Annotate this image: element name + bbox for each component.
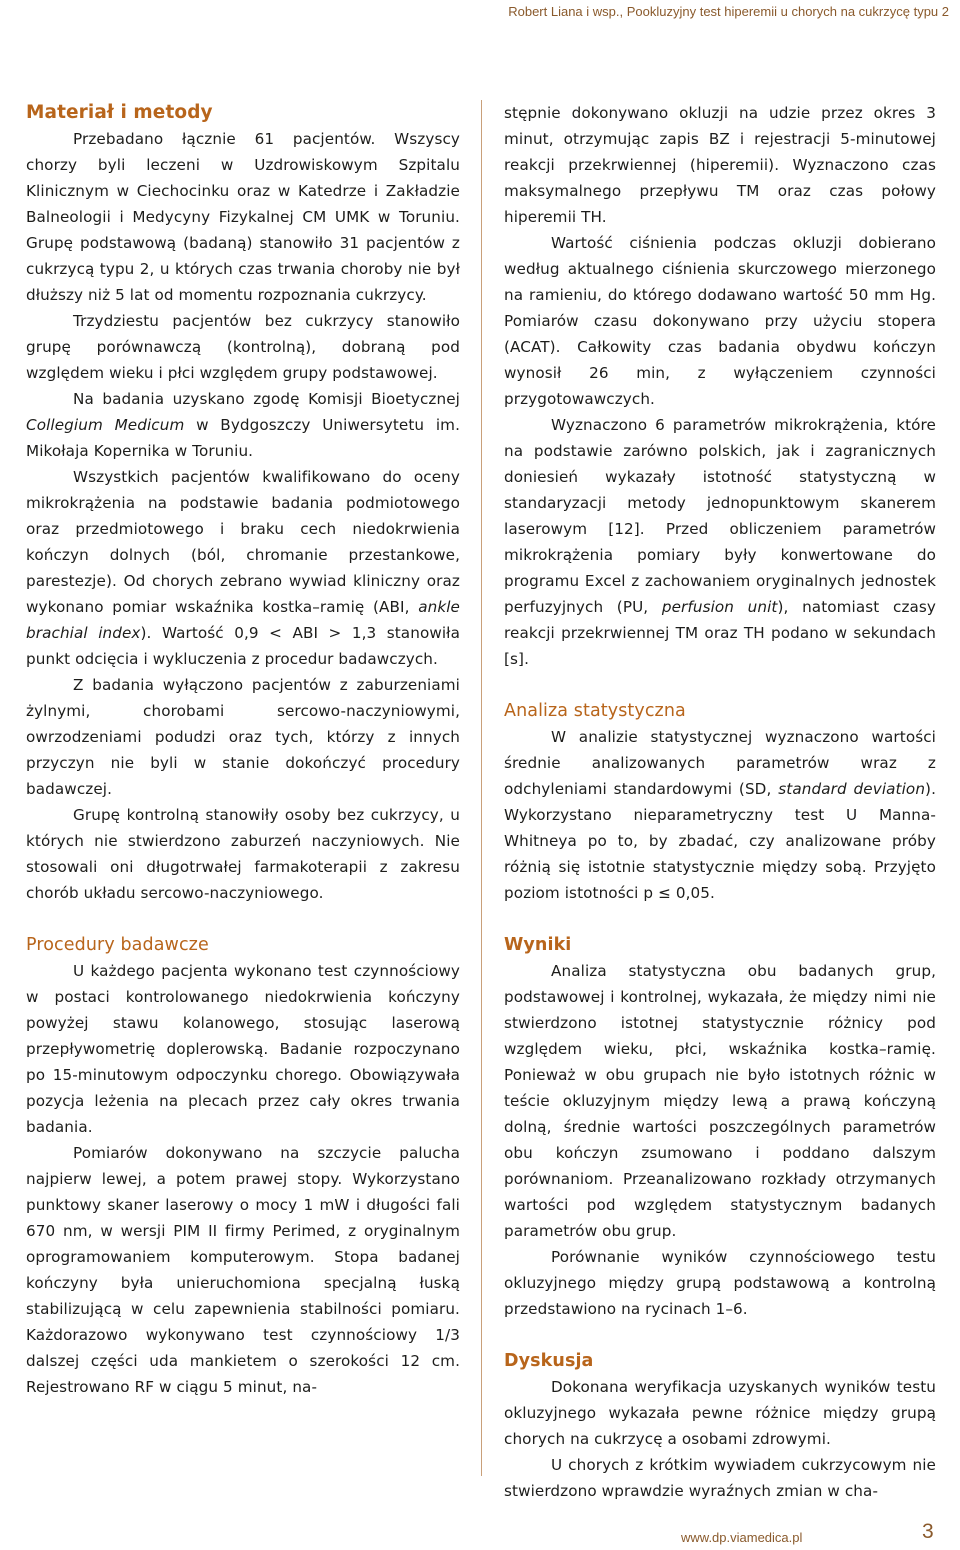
running-head-title: Pookluzyjny test hiperemii u chorych na cukrzycę typu 2 [626, 4, 949, 19]
heading-materials-methods: Materiał i metody [26, 102, 213, 123]
footer-url: www.dp.viamedica.pl [681, 1530, 803, 1545]
paragraph: Analiza statystyczna obu badanych grup, podstawowej i kontrolnej, wykazała, że między nimi nie stwierdzono istotnej statystycznie różnicy pod względem wieku, płci, wskaźnika kostka–ramię. Ponieważ w obu grupach nie było istotnych różnic w teście okluzyjnym między lewą a prawą kończyną dolną, średnie wartości poszczególnych parametrów obu kończyn zsumowano i poddano dalszym porównaniom. Przeanalizowano rozkłady otrzymanych wartości pod względem statystycznym badanych parametrów obu grup. [504, 962, 936, 1240]
heading-procedures: Procedury badawcze [26, 935, 209, 955]
spacer [26, 906, 460, 932]
running-head-authors: Robert Liana i wsp. [508, 4, 620, 19]
heading-statistics: Analiza statystyczna [504, 701, 686, 721]
italic-term: perfusion unit [661, 598, 778, 616]
text-run: ), natomiast czasy reakcji przekrwiennej TM oraz TH podano w sekundach [s]. [504, 598, 937, 668]
spacer [504, 1322, 936, 1348]
paragraph: U każdego pacjenta wykonano test czynnościowy w postaci kontrolowanego niedokrwienia kończyny powyżej stawu kolanowego, stosując laserową przepływometrię doplerowską. Badanie rozpoczynano po 15-minutowym odpoczynku chorego. Obowiązywała pozycja leżenia na plecach przez cały okres trwania badania. [26, 962, 460, 1136]
text-run: Wyznaczono 6 parametrów mikrokrążenia, które na podstawie zarówno polskich, jak i zagranicznych doniesień wykazały istotność statystyczną w standaryzacji metody jednopunktowym skanerem laserowym [12]. Przed obliczeniem parametrów mikrokrążenia pomiary były konwertowane do programu Excel z zachowaniem oryginalnych jednostek perfuzyjnych (PU, [504, 416, 936, 616]
right-column [504, 100, 936, 1550]
text-run: ). Wykorzystano nieparametryczny test U Manna-Whitneya po to, by zbadać, czy analizowane próby różnią się istotnie statystycznie między sobą. Przyjęto poziom istotności p ≤ 0,05. [504, 780, 936, 902]
paragraph [26, 386, 460, 464]
paragraph: Trzydziestu pacjentów bez cukrzycy stanowiło grupę porównawczą (kontrolną), dobraną pod względem wieku i płci względem grupy podstawowej. [26, 312, 460, 382]
spacer [504, 906, 936, 932]
spacer [504, 672, 936, 698]
paragraph: U chorych z krótkim wywiadem cukrzycowym nie stwierdzono wprawdzie wyraźnych zmian w cha- [504, 1456, 936, 1500]
running-head-separator: , [619, 4, 627, 19]
page-number: 3 [922, 1520, 934, 1543]
running-head [508, 4, 949, 19]
paragraph: Z badania wyłączono pacjentów z zaburzeniami żylnymi, chorobami sercowo-naczyniowymi, owrzodzeniami podudzi oraz tych, którzy z innych przyczyn nie byli w stanie dokończyć procedury badawczej. [26, 676, 460, 798]
heading-results: Wyniki [504, 935, 572, 955]
italic-term: ankle brachial index [26, 598, 460, 642]
paragraph: Porównanie wyników czynnościowego testu okluzyjnego między grupą podstawową a kontrolną przedstawiono na rycinach 1–6. [504, 1248, 936, 1318]
paragraph: Grupę kontrolną stanowiły osoby bez cukrzycy, u których nie stwierdzono zaburzeń naczyniowych. Nie stosowali oni długotrwałej farmakoterapii z zakresu chorób układu sercowo-naczyniowego. [26, 806, 460, 902]
paragraph: stępnie dokonywano okluzji na udzie przez okres 3 minut, otrzymując zapis BZ i rejestracji 5-minutowej reakcji przekrwiennej (hiperemii). Wyznaczono czas maksymalnego przepływu TM oraz czas połowy hiperemii TH. [504, 104, 936, 226]
text-run: ). Wartość 0,9 < ABI > 1,3 stanowiła punkt odcięcia i wykluczenia z procedur badawczych. [26, 624, 460, 668]
paragraph [26, 464, 460, 672]
left-column [26, 100, 460, 1550]
column-divider [481, 100, 482, 1476]
heading-discussion: Dyskusja [504, 1351, 594, 1371]
text-run: Wszystkich pacjentów kwalifikowano do oceny mikrokrążenia na podstawie badania podmiotowego oraz przedmiotowego i braku cech niedokrwienia kończyn dolnych (ból, chromanie przestankowe, parestezje). Od chorych zebrano wywiad kliniczny oraz wykonano pomiar wskaźnika kostka–ramię (ABI, [26, 468, 460, 616]
text-run: W analizie statystycznej wyznaczono wartości średnie analizowanych parametrów wraz z odchyleniami standardowymi (SD, [504, 728, 936, 798]
text-run: Na badania uzyskano zgodę Komisji Bioetycznej [73, 390, 460, 408]
paragraph: Pomiarów dokonywano na szczycie palucha najpierw lewej, a potem prawej stopy. Wykorzystano punktowy skaner laserowy o mocy 1 mW i długości fali 670 nm, w wersji PIM II firmy Perimed, z oryginalnym oprogramowaniem komputerowym. Stopa badanej kończyny była unieruchomiona specjalną łuską stabilizującą w celu zapewnienia stabilności pomiaru. Każdorazowo wykonywano test czynnościowy 1/3 dalszej części uda mankietem o szerokości 12 cm. Rejestrowano RF w ciągu 5 minut, na- [26, 1144, 460, 1396]
paragraph: Przebadano łącznie 61 pacjentów. Wszyscy chorzy byli leczeni w Uzdrowiskowym Szpitalu Klinicznym w Ciechocinku oraz w Katedrze i Zakładzie Balneologii i Medycyny Fizykalnej CM UMK w Toruniu. Grupę podstawową (badaną) stanowiło 31 pacjentów z cukrzycą typu 2, u których czas trwania choroby nie był dłuższy niż 5 lat od momentu rozpoznania cukrzycy. [26, 130, 460, 304]
text-run: w Bydgoszczy Uniwersytetu im. Mikołaja Kopernika w Toruniu. [26, 416, 460, 460]
paragraph [504, 412, 936, 672]
paragraph: Dokonana weryfikacja uzyskanych wyników testu okluzyjnego wykazała pewne różnice między grupą chorych na cukrzycę a osobami zdrowymi. [504, 1378, 936, 1448]
paragraph: Wartość ciśnienia podczas okluzji dobierano według aktualnego ciśnienia skurczowego mierzonego na ramieniu, do którego dodawano wartość 50 mm Hg. Pomiarów czasu dokonywano przy użyciu stopera (ACAT). Całkowity czas badania obydwu kończyn wynosił 26 min, z wyłączeniem czynności przygotowawczych. [504, 234, 936, 408]
paragraph [504, 724, 936, 906]
italic-term: standard deviation [778, 780, 926, 798]
italic-term: Collegium Medicum [26, 416, 185, 434]
